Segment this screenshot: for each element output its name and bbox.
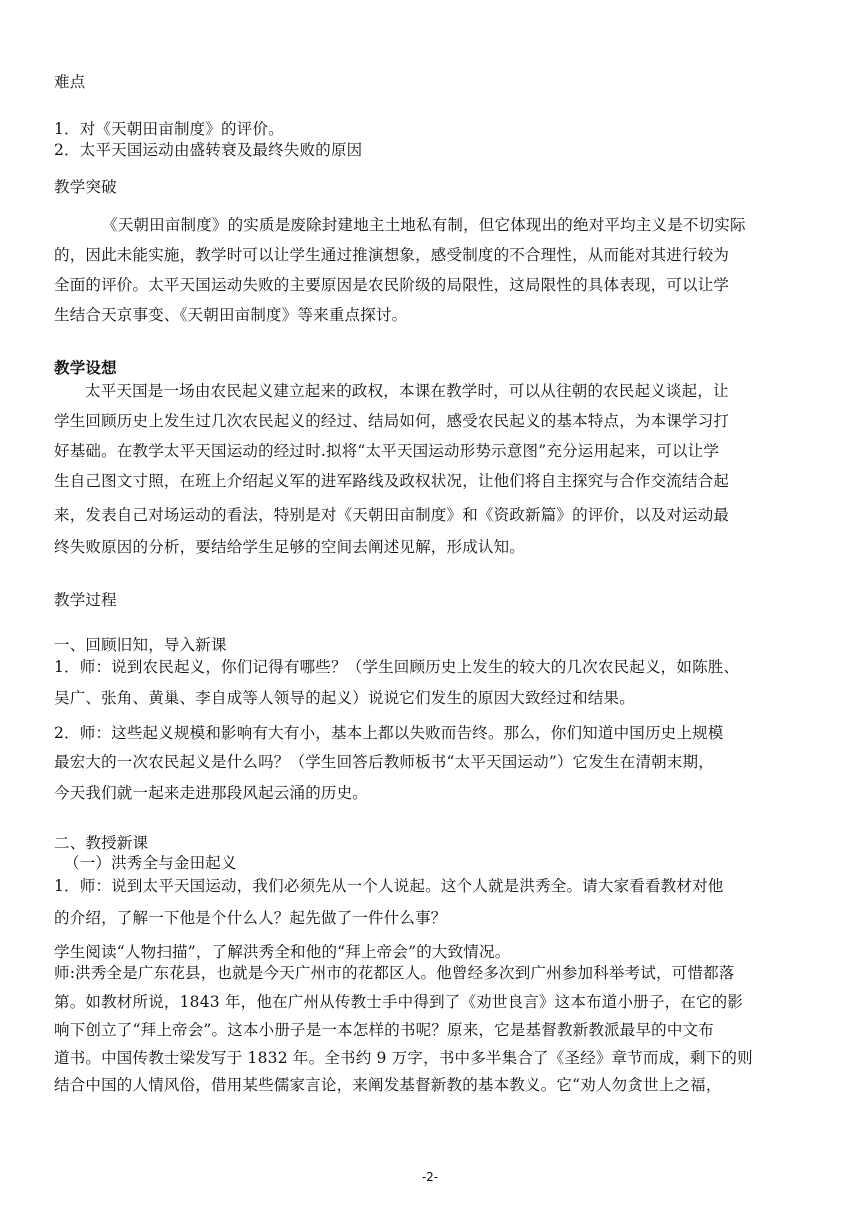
- part2-line: 的介绍，了解一下他是个什么人？起先做了一件什么事？: [54, 909, 447, 927]
- part2-subtitle: （一）洪秀全与金田起义: [64, 854, 237, 872]
- difficulty-heading: 难点: [54, 73, 86, 91]
- part1-line: 最宏大的一次农民起义是什么吗？（学生回答后教师板书“太平天国运动”）它发生在清朝末期，: [54, 753, 714, 771]
- part2-line: 第。如教材所说，1843 年，他在广州从传教士手中得到了《劝世良言》这本布道小册子，在它的影: [54, 993, 744, 1011]
- breakthrough-line: 全面的评价。太平天国运动失败的主要原因是农民阶级的局限性，这局限性的具体表现，可以让学: [54, 276, 730, 294]
- part1-line: 1．师：说到农民起义，你们记得有哪些？（学生回顾历史上发生的较大的几次农民起义，如陈胜、: [54, 658, 740, 676]
- part1-line: 2．师：这些起义规模和影响有大有小，基本上都以失败而告终。那么，你们知道中国历史上规模: [54, 724, 724, 742]
- page-number: -2-: [421, 1170, 439, 1184]
- difficulty-item: 2．太平天国运动由盛转衰及最终失败的原因: [54, 141, 363, 159]
- breakthrough-line: 的，因此未能实施，教学时可以让学生通过推演想象，感受制度的不合理性，从而能对其进行较为: [54, 246, 730, 264]
- part2-line: 道书。中国传教士梁发写于 1832 年。全书约 9 万字，书中多半集合了《圣经》章节而成，剩下的则: [54, 1049, 753, 1067]
- design-line: 好基础。在教学太平天国运动的经过时.拟将“太平天国运动形势示意图”充分运用起来，可以让学: [54, 442, 720, 460]
- part1-line: 吴广、张角、黄巢、李自成等人领导的起义）说说它们发生的原因大致经过和结果。: [54, 689, 635, 707]
- design-line: 来，发表自己对场运动的看法，特别是对《天朝田亩制度》和《资政新篇》的评价，以及对运动最: [54, 506, 730, 524]
- design-line: 太平天国是一场由农民起义建立起来的政权，本课在教学时，可以从往朝的农民起义谈起，让: [85, 382, 729, 400]
- part2-line: 结合中国的人情风俗，借用某些儒家言论，来阐发基督新教的基本教义。它“劝人勿贪世上之福，: [54, 1076, 722, 1094]
- part2-line: 1．师：说到太平天国运动，我们必须先从一个人说起。这个人就是洪秀全。请大家看看教材对他: [54, 877, 724, 895]
- breakthrough-line: 《天朝田亩制度》的实质是废除封建地主土地私有制，但它体现出的绝对平均主义是不切实际: [102, 216, 746, 234]
- difficulty-item: 1．对《天朝田亩制度》的评价。: [54, 120, 284, 138]
- part1-line: 今天我们就一起来走进那段风起云涌的历史。: [54, 784, 369, 802]
- design-line: 终失败原因的分析，要结给学生足够的空间去阐述见解，形成认知。: [54, 538, 526, 556]
- design-heading: 教学设想: [54, 358, 117, 377]
- process-heading: 教学过程: [54, 591, 117, 609]
- part1-title: 一、回顾旧知，导入新课: [54, 636, 227, 654]
- part2-line: 师:洪秀全是广东花县，也就是今天广州市的花都区人。他曾经多次到广州参加科举考试，可惜都落: [54, 964, 735, 982]
- breakthrough-line: 生结合天京事变、《天朝田亩制度》等来重点探讨。: [54, 306, 408, 324]
- part2-line: 学生阅读“人物扫描”，了解洪秀全和他的“拜上帝会”的大致情况。: [54, 943, 511, 961]
- part2-line: 响下创立了“拜上帝会”。这本小册子是一本怎样的书呢？原来，它是基督教新教派最早的中文布: [54, 1021, 714, 1039]
- breakthrough-heading: 教学突破: [54, 178, 117, 196]
- design-line: 学生回顾历史上发生过几次农民起义的经过、结局如何，感受农民起义的基本特点，为本课学习打: [54, 412, 730, 430]
- design-line: 生自己图文寸照，在班上介绍起义军的进军路线及政权状况，让他们将自主探究与合作交流结合起: [54, 472, 730, 490]
- part2-title: 二、教授新课: [54, 834, 149, 852]
